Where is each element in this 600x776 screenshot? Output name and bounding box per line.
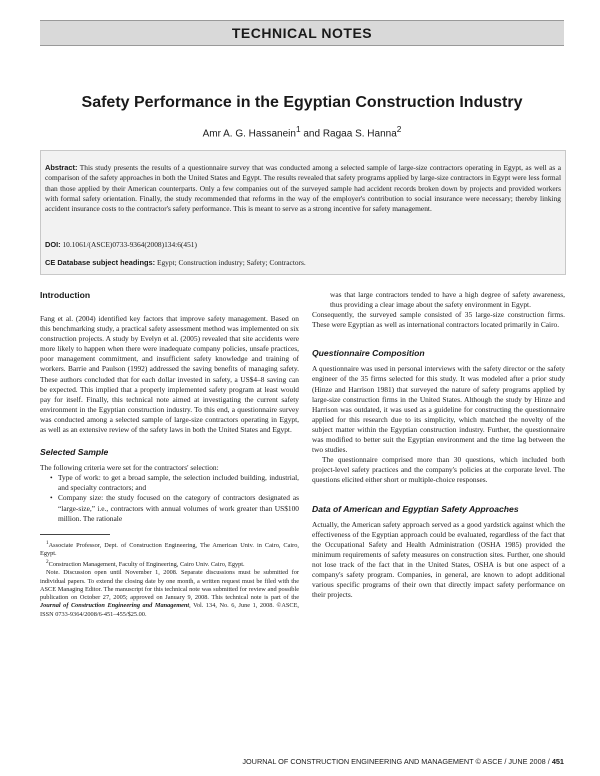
intro-paragraph: Fang et al. (2004) identified key factors that improve safety management. Based on this benchmarking study, a practical safety assessment method was implemented on six construction projects. A study by Evelyn et al. (2005) revealed that site accidents were more likely to happen when there were inadequate company policies, unsafe practices, poor management commitment, and insufficient safety knowledge and training of workers. Barrie and Paulson (1992) addressed the saving benefits of managing safety. These authors concluded that for each dollar invested in safety, a US$4–8 saving can be expected. This implied that a properly implemented safety program at least would pay for itself. Finally, this technical note aimed at investigating the current safety environment in the Egyptian construction industry. To this end, a questionnaire survey was conducted among a selected sample of large-size contractors operating in Egypt, as well as an extensive review of the safety laws in both the United States and Egypt. [40, 314, 299, 435]
author-1: Amr A. G. Hassanein [202, 128, 296, 140]
footnote-2 [40, 558, 299, 569]
section-label: TECHNICAL NOTES [231, 25, 373, 41]
doi-line [45, 240, 561, 249]
questionnaire-paragraph-1: A questionnaire was used in personal interviews with the safety director or the safety engineer of the 35 firms selected for this study. It was modeled after a prior study (Hinze and Harrison 1981) that surveyed the nature of safety programs applied by large-size construction firms in the United States. Although the study by Hinze and Harrison was outdated, it was used as a guideline for constructing the questionnaire applied for this research due to its simplicity, which matched the novelty of the subject matter within the Egyptian construction industry. Further, the questionnaire was modified to better suit the Egyptian environment and the time lag between the two studies. [312, 364, 565, 455]
questionnaire-paragraph-2: The questionnaire comprised more than 30 questions, which included both project-level safety practices and the company's policies at the corporate level. The questions elicited either short or multiple-choice responses. [312, 455, 565, 485]
list-item: • Type of work: to get a broad sample, the selection included building, industrial, and specialty contractors; and [50, 473, 299, 493]
paper-title: Safety Performance in the Egyptian Construction Industry [81, 94, 523, 111]
heading-questionnaire-composition: Questionnaire Composition [312, 348, 425, 359]
page-footer [40, 757, 564, 766]
doi-value[interactable]: 10.1061/(ASCE)0733-9364(2008)134:6(451) [62, 240, 197, 249]
author-1-affil: 1 [295, 124, 301, 134]
editorial-note [40, 569, 299, 618]
page-number: 451 [551, 757, 564, 766]
selection-criteria-list [40, 473, 299, 523]
continued-paragraph: Consequently, the surveyed sample consisted of 35 large-size construction firms. These were Egyptian as well as international contractors located primarily in Cairo. [312, 310, 565, 330]
continued-bullet: was that large contractors tended to have a high degree of safety awareness, thus providing a clear image about the safety environment in Egypt. [330, 290, 565, 310]
author-2: Ragaa S. Hanna [322, 128, 397, 140]
footnote-1 [40, 539, 299, 559]
heading-safety-approaches: Data of American and Egyptian Safety Approaches [312, 503, 519, 514]
heading-selected-sample: Selected Sample [40, 447, 109, 458]
footnote-divider [40, 534, 110, 535]
subject-headings [45, 258, 561, 267]
footer-journal: JOURNAL OF CONSTRUCTION ENGINEERING AND MANAGEMENT © ASCE / JUNE 2008 / [242, 757, 552, 766]
editorial-note-b: , Vol. 134, No. 6, June 1, 2008. ©ASCE, ISSN 0733-9364/2008/6-451–455/$25.00. [40, 602, 299, 618]
selected-sample-intro: The following criteria were set for the contractors' selection: [40, 463, 219, 473]
list-item: • Company size: the study focused on the category of contractors designated as “large-size,” i.e., contractors with annual volumes of work greater than US$100 million. The rationale [50, 493, 299, 523]
abstract-text: This study presents the results of a questionnaire survey that was conducted among a selected sample of large-size contractors operating in Egypt, as well as a comparison of the safety approaches in both the United States and Egypt. The results revealed that safety programs applied by large-size contractors in Egypt were less formal than those applied by their American counterparts. Only a few companies out of the surveyed sample had accident records broken down by projects and provided workers with formal safety orientation. Finally, the study recommended that reforms in the way of the employer's contribution to social insurance were necessary; thereby linking accident insurance costs to the contractor's safety performance. This is meant to serve as a strong incentive for safety management. [45, 163, 561, 213]
doi-label: DOI: [45, 240, 61, 249]
right-column [312, 290, 565, 600]
footnote-1-text: Associate Professor, Dept. of Construction Engineering, The American Univ. in Cairo, Cairo, Egypt. [40, 541, 299, 557]
subject-headings-label: CE Database subject headings: [45, 258, 156, 267]
section-header [40, 20, 564, 46]
author-2-affil: 2 [396, 124, 402, 134]
abstract-label: Abstract: [45, 163, 78, 173]
footnote-2-number: 2 [46, 559, 49, 566]
footnote-1-number: 1 [46, 539, 49, 546]
footnote-2-text: Construction Management, Faculty of Engineering, Cairo Univ. Cairo, Egypt. [48, 561, 245, 569]
editorial-note-journal: Journal of Construction Engineering and Management [40, 602, 190, 610]
left-column [40, 290, 299, 619]
author-line [40, 124, 564, 139]
editorial-note-a: Note. Discussion open until November 1, 2008. Separate discussions must be submitted for individual papers. To extend the closing date by one month, a written request must be filed with the ASCE Managing Editor. The manuscript for this technical note was submitted for review and possible publication on October 27, 2005; approved on January 9, 2008. This technical note is part of the [40, 569, 299, 602]
heading-introduction: Introduction [40, 290, 91, 300]
subject-headings-value: Egypt; Construction industry; Safety; Contractors. [156, 258, 306, 267]
author-conjunction: and [300, 128, 323, 140]
abstract [45, 163, 561, 213]
safety-approaches-paragraph: Actually, the American safety approach served as a good yardstick against which the effectiveness of the Egyptian approach could be evaluated, regardless of the fact that the Occupational Safety and Health Administration (OSHA 1985) provided the minimum requirements of safety measures on construction sites. Further, one should not lose track of the fact that in the United States, OSHA is but one aspect of a company's safety program. Companies, in general, are known to adopt additional various specific programs of their own that directly impact safety performance on their projects. [312, 519, 565, 600]
